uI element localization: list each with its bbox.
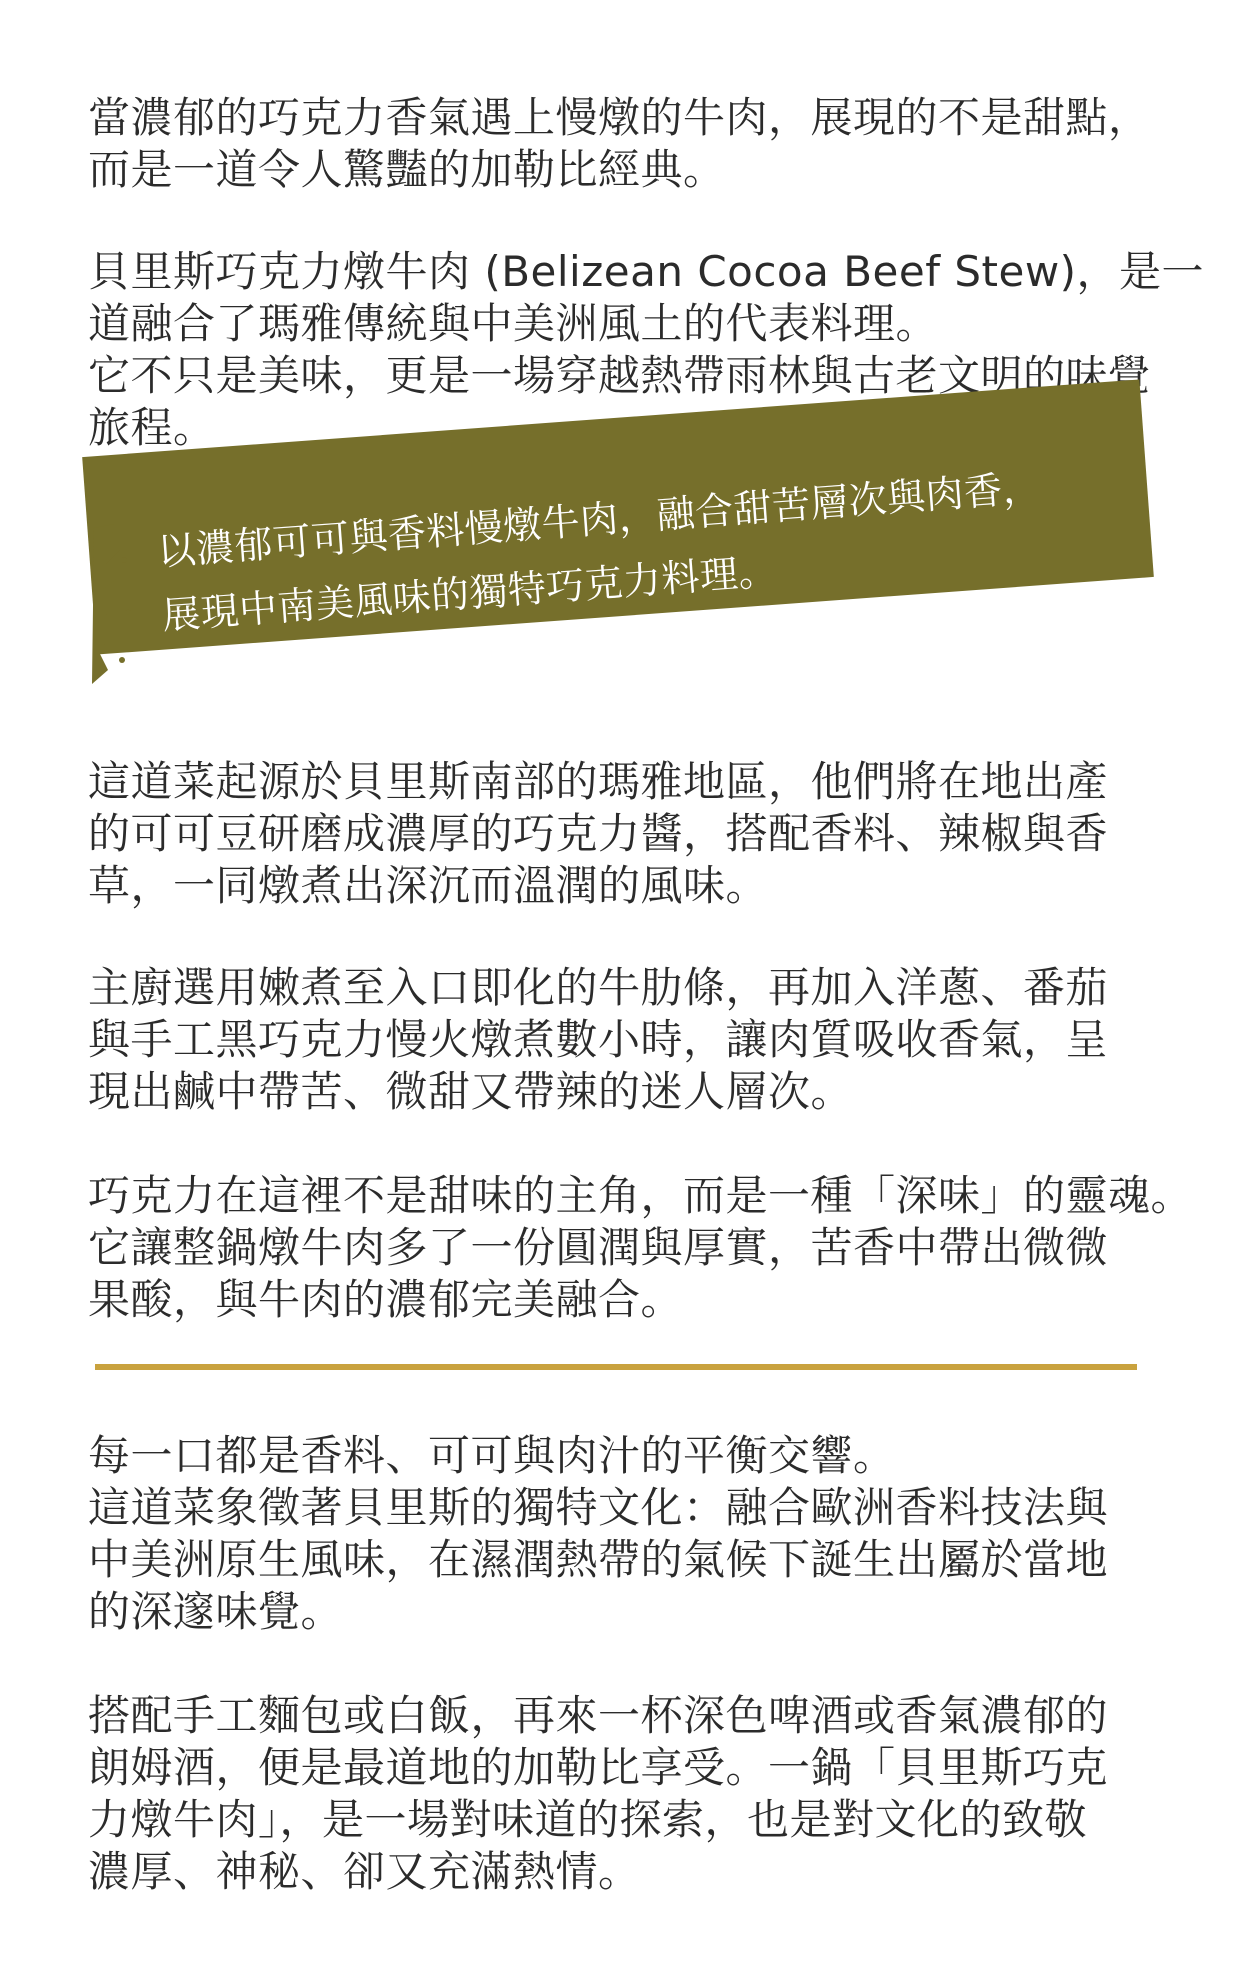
text-line: 而是一道令人驚豔的加勒比經典。 xyxy=(88,145,726,194)
text-line: 的深邃味覺。 xyxy=(88,1587,344,1636)
text-line: 它不只是美味，更是一場穿越熱帶雨林與古老文明的味覺 xyxy=(88,351,1151,400)
section-divider xyxy=(95,1364,1137,1370)
chef-paragraph xyxy=(88,962,1198,1118)
text-line: 搭配手工麵包或白飯，再來一杯深色啤酒或香氣濃郁的 xyxy=(88,1691,1109,1740)
text-line: 濃厚、神秘、卻又充滿熱情。 xyxy=(88,1847,641,1896)
text-line: 果酸，與牛肉的濃郁完美融合。 xyxy=(88,1275,684,1324)
text-line: 貝里斯巧克力燉牛肉 (Belizean Cocoa Beef Stew)，是一 xyxy=(88,247,1205,296)
text-line: 當濃郁的巧克力香氣遇上慢燉的牛肉，展現的不是甜點， xyxy=(88,93,1151,142)
text-line: 旅程。 xyxy=(88,403,216,452)
text-line: 它讓整鍋燉牛肉多了一份圓潤與厚實，苦香中帶出微微 xyxy=(88,1223,1109,1272)
text-line: 每一口都是香料、可可與肉汁的平衡交響。 xyxy=(88,1431,896,1480)
text-line: 這道菜象徵著貝里斯的獨特文化：融合歐洲香料技法與 xyxy=(88,1483,1109,1532)
chocolate-paragraph xyxy=(88,1170,1198,1326)
text-line: 巧克力在這裡不是甜味的主角，而是一種「深味」的靈魂。 xyxy=(88,1171,1194,1220)
text-line: 主廚選用嫩煮至入口即化的牛肋條，再加入洋蔥、番茄 xyxy=(88,963,1109,1012)
text-line: 草，一同燉煮出深沉而溫潤的風味。 xyxy=(88,861,769,910)
text-line: 的可可豆研磨成濃厚的巧克力醬，搭配香料、辣椒與香 xyxy=(88,809,1109,858)
intro-paragraph xyxy=(88,92,1198,196)
text-line: 現出鹹中帶苦、微甜又帶辣的迷人層次。 xyxy=(88,1067,854,1116)
culture-paragraph xyxy=(88,1430,1198,1638)
text-line: 中美洲原生風味，在濕潤熱帶的氣候下誕生出屬於當地 xyxy=(88,1535,1109,1584)
text-line: 朗姆酒，便是最道地的加勒比享受。一鍋「貝里斯巧克 xyxy=(88,1743,1109,1792)
origin-paragraph xyxy=(88,756,1198,912)
text-line: 道融合了瑪雅傳統與中美洲風土的代表料理。 xyxy=(88,299,939,348)
banner-line: 以濃郁可可與香料慢燉牛肉，融合甜苦層次與肉香， xyxy=(156,465,1043,575)
rough-edge-texture xyxy=(84,520,144,690)
text-line: 力燉牛肉」，是一場對味道的探索，也是對文化的致敬 xyxy=(88,1795,1088,1844)
text-line: 與手工黑巧克力慢火燉煮數小時，讓肉質吸收香氣，呈 xyxy=(88,1015,1109,1064)
pairing-paragraph xyxy=(88,1690,1198,1898)
text-line: 這道菜起源於貝里斯南部的瑪雅地區，他們將在地出產 xyxy=(88,757,1109,806)
banner-line: 展現中南美風味的獨特巧克力料理。 xyxy=(160,548,779,638)
